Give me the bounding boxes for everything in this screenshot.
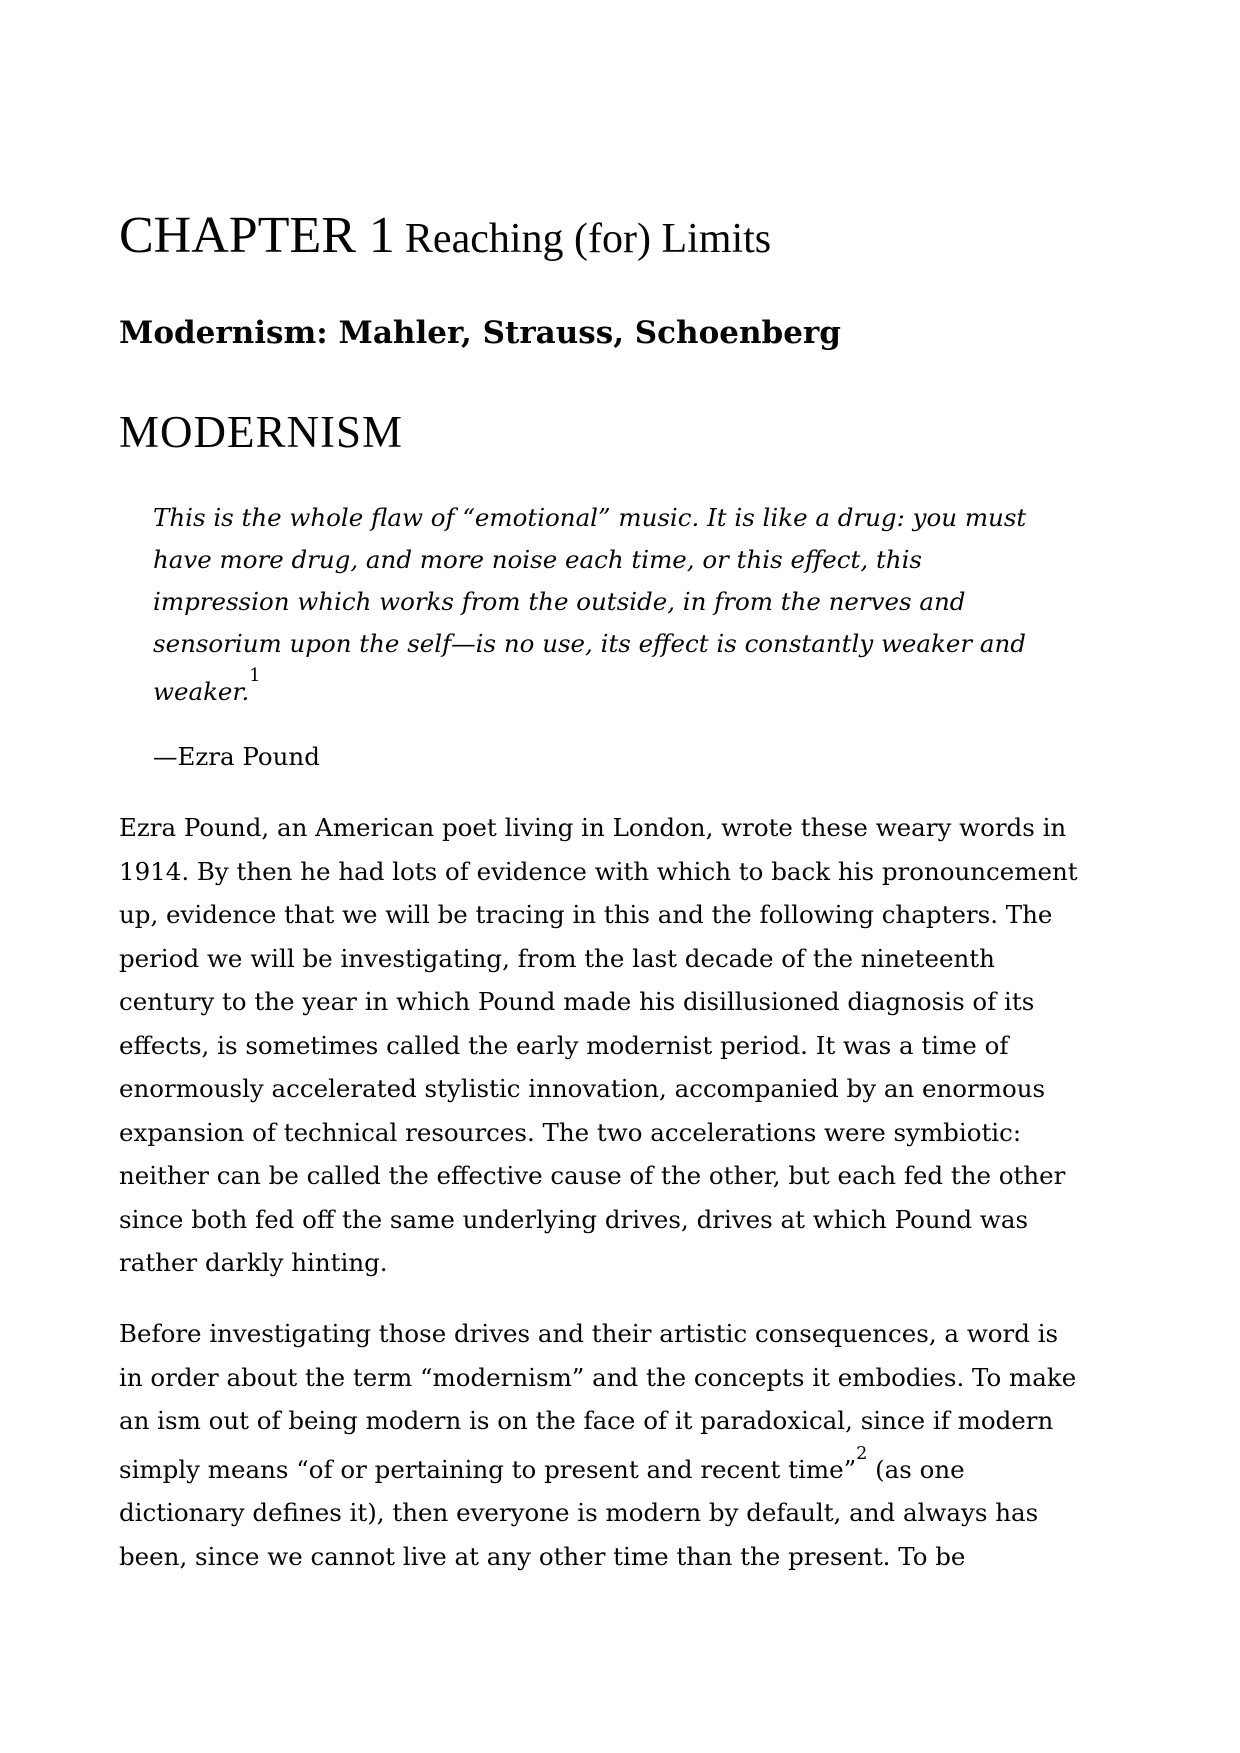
paragraph-line: been, since we cannot live at any other time than the present. To be (119, 1541, 966, 1571)
paragraph-line: effects, is sometimes called the early modernist period. It was a time of (119, 1030, 1009, 1060)
paragraph-line: an ism out of being modern is on the face of it paradoxical, since if modern (119, 1406, 1054, 1435)
quote-line: This is the whole flaw of “emotional” music. It is like a drug: you must (153, 503, 1027, 532)
chapter-heading (119, 207, 772, 264)
chapter-number: CHAPTER 1 (119, 207, 395, 264)
paragraph-line: dictionary defines it), then everyone is modern by default, and always has (119, 1498, 1039, 1528)
quote-attribution: —Ezra Pound (153, 742, 320, 771)
quote-line: impression which works from the outside, in from the nerves and (153, 587, 966, 616)
quote-line: have more drug, and more noise each time, or this effect, this (153, 545, 922, 574)
paragraph-line: enormously accelerated stylistic innovation, accompanied by an enormous (119, 1074, 1046, 1103)
paragraph-line: period we will be investigating, from the last decade of the nineteenth (119, 943, 995, 973)
section-heading: MODERNISM (119, 407, 404, 457)
paragraph-line: expansion of technical resources. The two accelerations were symbiotic: (119, 1117, 1022, 1147)
paragraph-line-with-footnote (119, 1443, 1076, 1492)
paragraph-line: Before investigating those drives and their artistic consequences, a word is (119, 1319, 1059, 1348)
paragraph-line: up, evidence that we will be tracing in this and the following chapters. The (119, 900, 1053, 929)
quote-last-line (153, 665, 1026, 713)
chapter-subtitle: Modernism: Mahler, Strauss, Schoenberg (119, 315, 841, 351)
paragraph-line: rather darkly hinting. (119, 1248, 388, 1277)
quote-last-line-text: weaker. (153, 677, 250, 707)
quote-line: sensorium upon the self—is no use, its effect is constantly weaker and (153, 629, 1026, 658)
paragraph-line: 1914. By then he had lots of evidence with which to back his pronouncement (119, 856, 1078, 886)
paragraph-line: century to the year in which Pound made his disillusioned diagnosis of its (119, 987, 1035, 1016)
chapter-title: Reaching (for) Limits (404, 216, 772, 262)
paragraph-line: since both fed off the same underlying drives, drives at which Pound was (119, 1204, 1029, 1234)
epigraph-quote (153, 497, 1026, 713)
paragraph-2 (119, 1312, 1076, 1578)
footnote-link-2[interactable]: 2 (856, 1443, 868, 1464)
paragraph-line: Ezra Pound, an American poet living in London, wrote these weary words in (119, 813, 1067, 842)
paragraph-line: in order about the term “modernism” and the concepts it embodies. To make (119, 1362, 1077, 1392)
paragraph-1 (119, 806, 1078, 1285)
paragraph-line-part: simply means “of or pertaining to present and recent time” (119, 1454, 857, 1484)
paragraph-line: neither can be called the effective cause of the other, but each fed the other (119, 1161, 1066, 1190)
paragraph-line-part: (as one (867, 1454, 965, 1484)
footnote-link-1[interactable]: 1 (249, 666, 261, 687)
